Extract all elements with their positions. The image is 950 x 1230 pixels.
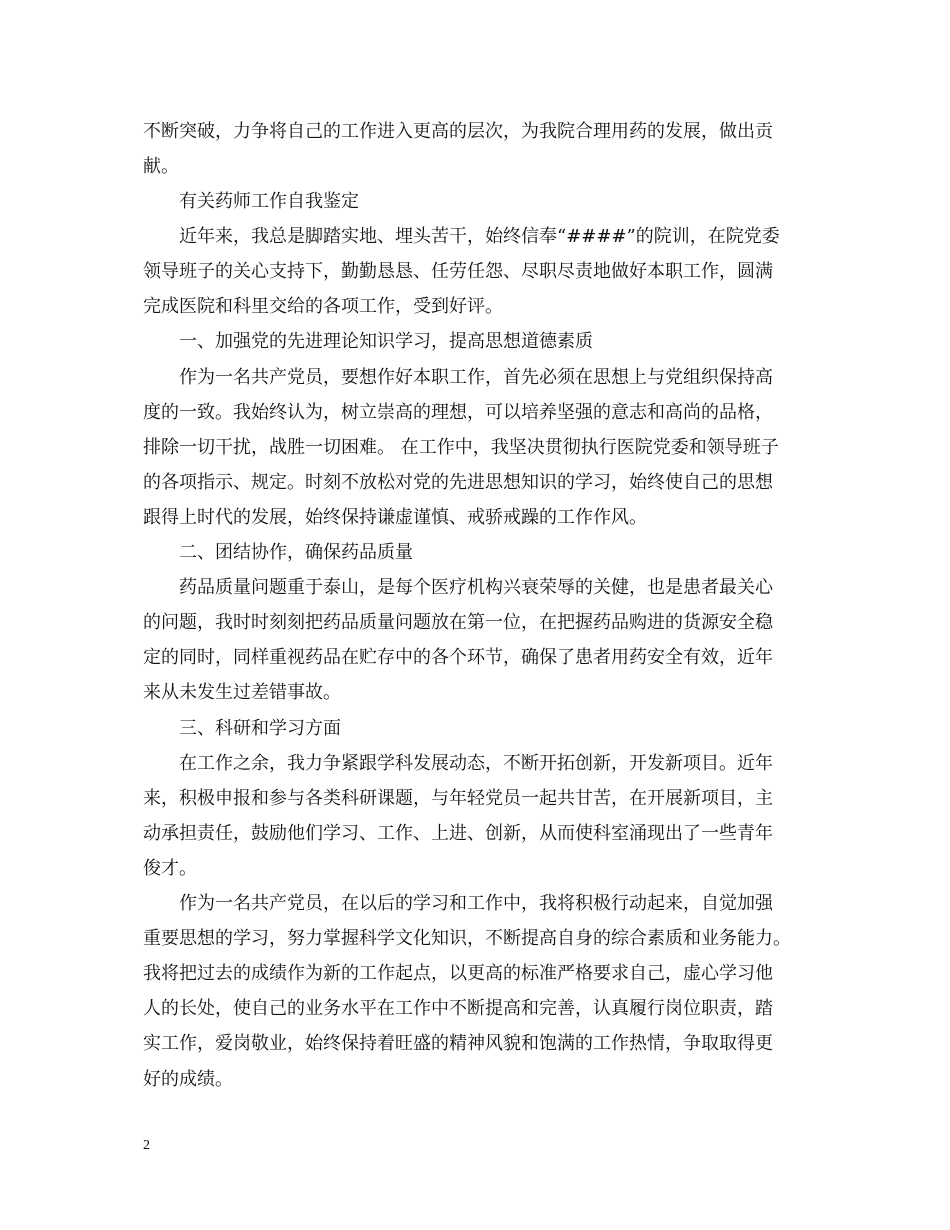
text-line: 的各项指示、规定。时刻不放松对党的先进思想知识的学习，始终使自己的思想 <box>143 472 773 493</box>
text-line: 俊才。 <box>143 858 197 879</box>
text-line: 我将把过去的成绩作为新的工作起点，以更高的标准严格要求自己，虚心学习他 <box>143 963 773 984</box>
section-heading: 一、加强党的先进理论知识学习，提高思想道德素质 <box>179 331 593 352</box>
text-line: 作为一名共产党员，要想作好本职工作，首先必须在思想上与党组织保持高 <box>179 367 773 388</box>
text-line: 来，积极申报和参与各类科研课题，与年轻党员一起共甘苦，在开展新项目，主 <box>143 788 773 809</box>
text-line: 重要思想的学习，努力掌握科学文化知识，不断提高自身的综合素质和业务能力。 <box>143 928 791 949</box>
text-line: 在工作之余，我力争紧跟学科发展动态，不断开拓创新，开发新项目。近年 <box>179 753 773 774</box>
text-line: 的问题，我时时刻刻把药品质量问题放在第一位，在把握药品购进的货源安全稳 <box>143 612 773 633</box>
text-line: 实工作，爱岗敬业，始终保持着旺盛的精神风貌和饱满的工作热情，争取取得更 <box>143 1033 773 1054</box>
text-line: 药品质量问题重于泰山，是每个医疗机构兴衰荣辱的关健，也是患者最关心 <box>179 577 773 598</box>
text-line: 排除一切干扰，战胜一切困难。 在工作中，我坚决贯彻执行医院党委和领导班子 <box>143 437 779 458</box>
section-heading: 三、科研和学习方面 <box>179 718 341 739</box>
text-line: 人的长处，使自己的业务水平在工作中不断提高和完善，认真履行岗位职责，踏 <box>143 998 773 1019</box>
text-line: 跟得上时代的发展，始终保持谦虚谨慎、戒骄戒躁的工作作风。 <box>143 507 647 528</box>
text-line: 不断突破，力争将自己的工作进入更高的层次，为我院合理用药的发展，做出贡 <box>143 121 773 142</box>
text-line: 领导班子的关心支持下，勤勤恳恳、任劳任怨、尽职尽责地做好本职工作，圆满 <box>143 261 773 282</box>
page-number: 2 <box>143 1138 150 1153</box>
text-line: 好的成绩。 <box>143 1069 233 1090</box>
text-line: 动承担责任，鼓励他们学习、工作、上进、创新，从而使科室涌现出了一些青年 <box>143 823 773 844</box>
section-heading: 有关药师工作自我鉴定 <box>179 191 359 212</box>
text-line: 作为一名共产党员，在以后的学习和工作中，我将积极行动起来，自觉加强 <box>179 893 773 914</box>
text-line: 定的同时，同样重视药品在贮存中的各个环节，确保了患者用药安全有效，近年 <box>143 647 773 668</box>
section-heading: 二、团结协作，确保药品质量 <box>179 542 413 563</box>
text-line: 完成医院和科里交给的各项工作，受到好评。 <box>143 296 503 317</box>
text-line: 献。 <box>143 156 179 177</box>
text-line: 来从未发生过差错事故。 <box>143 682 341 703</box>
text-line: 近年来，我总是脚踏实地、埋头苦干，始终信奉“####”的院训，在院党委 <box>179 226 780 247</box>
text-line: 度的一致。我始终认为，树立崇高的理想，可以培养坚强的意志和高尚的品格， <box>143 402 773 423</box>
